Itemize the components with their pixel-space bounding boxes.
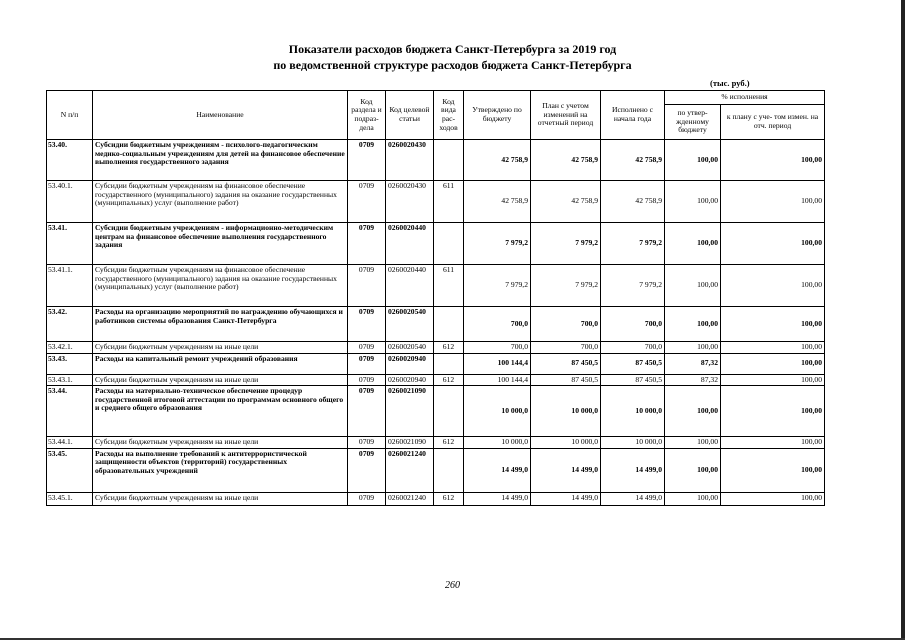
cell-section: 0709: [348, 374, 386, 386]
table-body: [47, 140, 825, 506]
cell-pct-approved: 100,00: [665, 223, 721, 265]
cell-approved: 7 979,2: [464, 265, 531, 307]
cell-num: 53.40.: [47, 140, 93, 181]
cell-target: 0260020540: [386, 307, 434, 342]
table-row: [47, 448, 825, 492]
units-label: (тыс. руб.): [710, 78, 750, 88]
cell-type: 612: [434, 437, 464, 449]
cell-approved: 700,0: [464, 307, 531, 342]
header-section: Код раздела и подраз- дела: [348, 91, 386, 140]
cell-pct-approved: 87,32: [665, 353, 721, 374]
cell-type: 612: [434, 374, 464, 386]
cell-plan: 87 450,5: [531, 353, 601, 374]
cell-executed: 87 450,5: [601, 353, 665, 374]
cell-pct-approved: 100,00: [665, 342, 721, 354]
cell-executed: 7 979,2: [601, 265, 665, 307]
cell-name: Субсидии бюджетным учреждениям на иные цели: [93, 492, 348, 505]
cell-pct-approved: 100,00: [665, 140, 721, 181]
cell-num: 53.43.: [47, 353, 93, 374]
table-row: [47, 437, 825, 449]
cell-plan: 7 979,2: [531, 223, 601, 265]
cell-executed: 700,0: [601, 342, 665, 354]
cell-pct-plan: 100,00: [721, 448, 825, 492]
cell-section: 0709: [348, 307, 386, 342]
document-title: Показатели расходов бюджета Санкт-Петербурга за 2019 год: [288, 42, 617, 56]
header-type: Код вида рас- ходов: [434, 91, 464, 140]
page-number: 260: [445, 580, 460, 591]
cell-executed: 700,0: [601, 307, 665, 342]
cell-plan: 87 450,5: [531, 374, 601, 386]
table-row: [47, 353, 825, 374]
cell-section: 0709: [348, 386, 386, 437]
cell-target: 0260021240: [386, 492, 434, 505]
cell-approved: 100 144,4: [464, 374, 531, 386]
cell-approved: 42 758,9: [464, 140, 531, 181]
cell-pct-approved: 100,00: [665, 448, 721, 492]
cell-section: 0709: [348, 492, 386, 505]
cell-approved: 10 000,0: [464, 386, 531, 437]
cell-name: Субсидии бюджетным учреждениям - психолого-педагогическим медико-социальным учреждениям для детей на финансовое обеспечение выполнения государственного задания: [93, 140, 348, 181]
cell-pct-plan: 100,00: [721, 140, 825, 181]
cell-type: 611: [434, 181, 464, 223]
cell-type: [434, 223, 464, 265]
cell-type: 611: [434, 265, 464, 307]
cell-approved: 10 000,0: [464, 437, 531, 449]
cell-executed: 87 450,5: [601, 374, 665, 386]
cell-num: 53.41.1.: [47, 265, 93, 307]
cell-name: Субсидии бюджетным учреждениям - информационно-методическим центрам на финансовое обеспечение выполнения государственного задания: [93, 223, 348, 265]
cell-type: 612: [434, 492, 464, 505]
cell-name: Расходы на организацию мероприятий по награждению обучающихся и работников системы образования Санкт-Петербурга: [93, 307, 348, 342]
cell-plan: 42 758,9: [531, 181, 601, 223]
document-subtitle: по ведомственной структуре расходов бюджета Санкт-Петербурга: [273, 58, 632, 72]
cell-num: 53.40.1.: [47, 181, 93, 223]
cell-type: [434, 448, 464, 492]
cell-target: 0260020440: [386, 223, 434, 265]
header-name: Наименование: [93, 91, 348, 140]
table-row: [47, 140, 825, 181]
cell-num: 53.42.: [47, 307, 93, 342]
cell-executed: 10 000,0: [601, 437, 665, 449]
cell-target: 0260020940: [386, 353, 434, 374]
cell-pct-plan: 100,00: [721, 437, 825, 449]
table-row: [47, 223, 825, 265]
cell-executed: 14 499,0: [601, 448, 665, 492]
cell-approved: 14 499,0: [464, 492, 531, 505]
cell-pct-approved: 100,00: [665, 492, 721, 505]
cell-pct-approved: 100,00: [665, 307, 721, 342]
cell-name: Субсидии бюджетным учреждениям на иные цели: [93, 342, 348, 354]
cell-name: Расходы на капитальный ремонт учреждений образования: [93, 353, 348, 374]
cell-pct-approved: 100,00: [665, 437, 721, 449]
scan-edge: [901, 0, 905, 640]
header-num: N п/п: [47, 91, 93, 140]
cell-section: 0709: [348, 342, 386, 354]
cell-type: [434, 386, 464, 437]
cell-pct-plan: 100,00: [721, 386, 825, 437]
cell-target: 0260020430: [386, 140, 434, 181]
cell-pct-plan: 100,00: [721, 353, 825, 374]
table-row: [47, 492, 825, 505]
cell-name: Расходы на материально-техническое обеспечение процедур государственной итоговой аттестации по программам основного общего и среднего общего образования: [93, 386, 348, 437]
cell-num: 53.45.1.: [47, 492, 93, 505]
cell-name: Субсидии бюджетным учреждениям на финансовое обеспечение государственного (муниципального) задания на оказание государственных (муниципальных) услуг (выполнение работ): [93, 265, 348, 307]
cell-approved: 14 499,0: [464, 448, 531, 492]
cell-section: 0709: [348, 181, 386, 223]
cell-plan: 700,0: [531, 307, 601, 342]
cell-num: 53.44.: [47, 386, 93, 437]
header-pct: % исполнения: [665, 91, 825, 105]
cell-target: 0260020430: [386, 181, 434, 223]
cell-target: 0260021090: [386, 437, 434, 449]
cell-executed: 7 979,2: [601, 223, 665, 265]
cell-target: 0260020940: [386, 374, 434, 386]
cell-executed: 42 758,9: [601, 140, 665, 181]
cell-pct-plan: 100,00: [721, 181, 825, 223]
cell-executed: 42 758,9: [601, 181, 665, 223]
cell-section: 0709: [348, 437, 386, 449]
cell-plan: 10 000,0: [531, 437, 601, 449]
cell-section: 0709: [348, 353, 386, 374]
table-row: [47, 181, 825, 223]
cell-target: 0260020440: [386, 265, 434, 307]
cell-num: 53.45.: [47, 448, 93, 492]
cell-pct-plan: 100,00: [721, 307, 825, 342]
cell-type: [434, 307, 464, 342]
cell-plan: 10 000,0: [531, 386, 601, 437]
cell-approved: 7 979,2: [464, 223, 531, 265]
header-approved: Утверждено по бюджету: [464, 91, 531, 140]
cell-target: 0260021090: [386, 386, 434, 437]
cell-target: 0260020540: [386, 342, 434, 354]
table-row: [47, 374, 825, 386]
header-target: Код целевой статьи: [386, 91, 434, 140]
cell-pct-plan: 100,00: [721, 265, 825, 307]
cell-num: 53.44.1.: [47, 437, 93, 449]
cell-num: 53.43.1.: [47, 374, 93, 386]
cell-executed: 14 499,0: [601, 492, 665, 505]
cell-num: 53.41.: [47, 223, 93, 265]
cell-num: 53.42.1.: [47, 342, 93, 354]
header-pct-plan: к плану с уче- том измен. на отч. период: [721, 105, 825, 140]
cell-type: 612: [434, 342, 464, 354]
cell-name: Субсидии бюджетным учреждениям на финансовое обеспечение государственного (муниципального) задания на оказание государственных (муниципальных) услуг (выполнение работ): [93, 181, 348, 223]
table-row: [47, 386, 825, 437]
cell-pct-approved: 100,00: [665, 386, 721, 437]
cell-executed: 10 000,0: [601, 386, 665, 437]
cell-target: 0260021240: [386, 448, 434, 492]
cell-plan: 14 499,0: [531, 448, 601, 492]
cell-pct-plan: 100,00: [721, 223, 825, 265]
cell-section: 0709: [348, 448, 386, 492]
cell-type: [434, 353, 464, 374]
cell-plan: 42 758,9: [531, 140, 601, 181]
cell-plan: 7 979,2: [531, 265, 601, 307]
cell-section: 0709: [348, 140, 386, 181]
cell-plan: 14 499,0: [531, 492, 601, 505]
cell-pct-plan: 100,00: [721, 342, 825, 354]
header-plan: План с учетом изменений на отчетный период: [531, 91, 601, 140]
cell-approved: 100 144,4: [464, 353, 531, 374]
cell-section: 0709: [348, 223, 386, 265]
cell-name: Субсидии бюджетным учреждениям на иные цели: [93, 374, 348, 386]
cell-name: Субсидии бюджетным учреждениям на иные цели: [93, 437, 348, 449]
cell-pct-plan: 100,00: [721, 374, 825, 386]
cell-name: Расходы на выполнение требований к антитеррористической защищенности объектов (территорий) государственных образовательных учреждений: [93, 448, 348, 492]
cell-section: 0709: [348, 265, 386, 307]
cell-pct-approved: 100,00: [665, 181, 721, 223]
cell-approved: 700,0: [464, 342, 531, 354]
cell-pct-approved: 100,00: [665, 265, 721, 307]
header-executed: Исполнено с начала года: [601, 91, 665, 140]
budget-table: [46, 90, 825, 506]
table-row: [47, 265, 825, 307]
cell-pct-plan: 100,00: [721, 492, 825, 505]
table-row: [47, 307, 825, 342]
cell-type: [434, 140, 464, 181]
header-pct-approved: по утвер- жденному бюджету: [665, 105, 721, 140]
table-row: [47, 342, 825, 354]
cell-approved: 42 758,9: [464, 181, 531, 223]
cell-plan: 700,0: [531, 342, 601, 354]
cell-pct-approved: 87,32: [665, 374, 721, 386]
